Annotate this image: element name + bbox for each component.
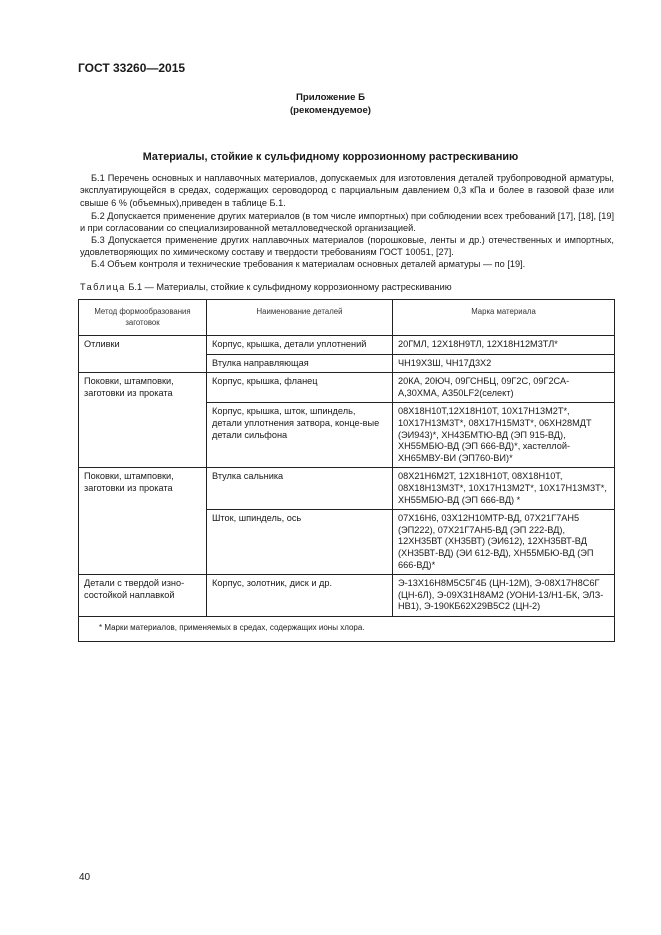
- cell-method: Отливки: [79, 336, 207, 373]
- cell-material: 20ГМЛ, 12Х18Н9ТЛ, 12Х18Н12М3ТЛ*: [393, 336, 615, 355]
- cell-method: Поковки, штамповки, заготовки из проката: [79, 373, 207, 468]
- materials-table: [78, 299, 615, 642]
- table-row: [79, 373, 615, 403]
- cell-part: Корпус, крышка, шток, шпиндель, детали уплотнения затвора, конце-вые детали сильфона: [207, 403, 393, 468]
- table-row: [79, 336, 615, 355]
- cell-part: Втулка сальника: [207, 468, 393, 510]
- table-footnote: * Марки материалов, применяемых в средах, содержащих ионы хлора.: [79, 616, 615, 642]
- cell-material: 07Х16Н6, 03Х12Н10МТР-ВД, 07Х21Г7АН5 (ЭП222), 07Х21Г7АН5-ВД (ЭП 222-ВД), 12ХН35ВТ (ХН35ВТ) (ЭИ612), 12ХН35ВТ-ВД (ХН35ВТ-ВД) (ЭИ 612-ВД), ХН55МБЮ-ВД (ЭП 666-ВД)*: [393, 510, 615, 575]
- section-title: Материалы, стойкие к сульфидному коррозионному растрескиванию: [142, 151, 519, 163]
- paragraph-b3: Б.3 Допускается применение других наплавочных материалов (порошковые, ленты и др.) отечественных и импортных, удовлетворяющих по химическому составу и твердости требованиям ГОСТ 10051, [27].: [80, 235, 614, 258]
- table-caption-text: Б.1 — Материалы, стойкие к сульфидному коррозионному растрескиванию: [128, 282, 452, 292]
- cell-method: Поковки, штамповки, заготовки из проката: [79, 468, 207, 575]
- cell-material: 08Х21Н6М2Т, 12Х18Н10Т, 08Х18Н10Т, 08Х18Н13М3Т*, 10Х17Н13М2Т*, 10Х17Н13М3Т*, ХН55МБЮ-ВД (ЭП 666-ВД) *: [393, 468, 615, 510]
- cell-part: Корпус, крышка, детали уплотнений: [207, 336, 393, 355]
- document-header: ГОСТ 33260—2015: [78, 61, 186, 75]
- table-caption: [80, 282, 452, 292]
- table-row: [79, 575, 615, 617]
- cell-part: Корпус, золотник, диск и др.: [207, 575, 393, 617]
- paragraph-b4: Б.4 Объем контроля и технические требования к материалам основных деталей арматуры — по [19].: [91, 259, 526, 269]
- table-footnote-row: [79, 616, 615, 642]
- paragraph-b2: Б.2 Допускается применение других материалов (в том числе импортных) при соблюдении всех требований [17], [18], [19] и при согласовании со специализированной металловедческой организацией.: [80, 211, 614, 234]
- cell-method: Детали с твердой изно-состойкой наплавкой: [79, 575, 207, 617]
- cell-material: 08Х18Н10Т,12Х18Н10Т, 10Х17Н13М2Т*, 10Х17Н13М3Т*, 08Х17Н15М3Т*, 06ХН28МДТ (ЭИ943)*, ХН43БМТЮ-ВД (ЭП 915-ВД), ХН55МБЮ-ВД (ЭП 666-ВД)*, хастеллой-ХН65МВУ-ВИ (ЭП760-ВИ)*: [393, 403, 615, 468]
- cell-material: 20КА, 20ЮЧ, 09ГСНБЦ, 09Г2С, 09Г2СА-А,30ХМА, А350LF2(селект): [393, 373, 615, 403]
- header-material: Марка материала: [393, 300, 615, 336]
- paragraph-b1: Б.1 Перечень основных и наплавочных материалов, допускаемых для изготовления деталей трубопроводной арматуры, эксплуатирующейся в средах, содержащих сероводород с парциальным давлением 0,3 кПа и более в газовой фазе или свыше 6 % (объемных),приведен в таблице Б.1.: [80, 173, 614, 208]
- appendix-subtitle: (рекомендуемое): [289, 105, 371, 116]
- cell-part: Корпус, крышка, фланец: [207, 373, 393, 403]
- table-header-row: [79, 300, 615, 336]
- cell-part: Втулка направляющая: [207, 354, 393, 373]
- cell-part: Шток, шпиндель, ось: [207, 510, 393, 575]
- appendix-title: Приложение Б: [296, 92, 365, 103]
- page-number: 40: [79, 872, 91, 883]
- header-part: Наименование деталей: [207, 300, 393, 336]
- cell-material: ЧН19Х3Ш, ЧН17Д3Х2: [393, 354, 615, 373]
- table-row: [79, 468, 615, 510]
- table-caption-prefix: Таблица: [80, 282, 126, 292]
- header-method: Метод формообразования заготовок: [79, 300, 207, 336]
- cell-material: Э-13Х16Н8М5С5Г4Б (ЦН-12М), Э-08Х17Н8С6Г (ЦН-6Л), Э-09Х31Н8АМ2 (УОНИ-13/Н1-БК, ЭЛЗ-НВ1), Э-190КБ62Х29В5С2 (ЦН-2): [393, 575, 615, 617]
